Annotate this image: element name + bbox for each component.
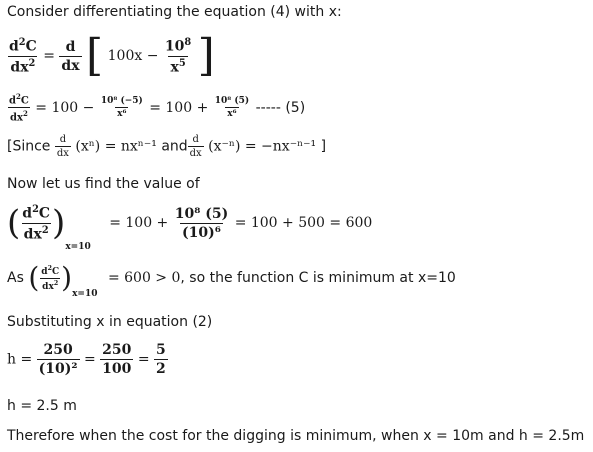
as-d2c-fraction: $\frac{d^2C}{dx^2}$ xyxy=(41,264,60,292)
equation-tag: ----- (5) xyxy=(255,99,306,116)
since-open: [Since xyxy=(7,138,51,155)
substituting-text: Substituting x in equation (2) xyxy=(7,314,213,330)
d-dx-fraction: $\frac{d}{dx}$ xyxy=(61,38,80,74)
height-equation: h = $\frac{250}{\text{(10)²}}$ = $\frac{250}{100}$ = $\frac{5}{2}$ xyxy=(7,342,166,377)
as-rhs: = 600 > 0 xyxy=(107,270,181,286)
eval-fraction: $\frac{\text{10⁸ (5)}}{\text{(10)⁶}}$ xyxy=(174,205,229,241)
minimum-conclusion: As ( $\frac{d^2C}{dx^2}$ )$_{x=10} = 600 > 0$, so the function C is minimum at x=10 xyxy=(7,261,456,299)
find-value-text: Now let us find the value of xyxy=(7,176,200,192)
eq2-fraction-1: $\frac{\text{10⁸ (−5)}}{\text{x⁶}}$ xyxy=(100,96,143,120)
h-equals: h = xyxy=(7,351,33,368)
since-expr1: (xⁿ) = nxⁿ⁻¹ xyxy=(75,138,157,155)
h-fraction-3: $\frac{5}{2}$ xyxy=(156,342,166,377)
eq2-eq: = 100 + xyxy=(149,99,209,116)
h-fraction-2: $\frac{250}{100}$ xyxy=(102,342,132,377)
h-fraction-1: $\frac{250}{\text{(10)²}}$ xyxy=(38,342,78,377)
eval-rhs2: = 100 + 500 = 600 xyxy=(234,215,373,232)
as-text: As xyxy=(7,270,24,286)
eq2-fraction-2: $\frac{\text{10⁸ (5)}}{\text{x⁶}}$ xyxy=(214,96,250,120)
since-expr2: (x⁻ⁿ) = −nx⁻ⁿ⁻¹ xyxy=(208,138,317,155)
since-and: and xyxy=(161,138,188,155)
d2c-dx2-fraction: $\frac{d^2C}{dx^2}$ xyxy=(9,36,37,76)
eval-subscript: x=10 xyxy=(65,242,91,253)
since-d-dx-2: $\frac{d}{dx}$ xyxy=(189,134,202,159)
eq2-mid: 100 − xyxy=(51,99,95,116)
small-d2c-fraction: $\frac{d^2C}{dx^2}$ xyxy=(9,92,29,124)
since-close: ] xyxy=(320,138,327,155)
eval-d2c-fraction: $\frac{d^2C}{dx^2}$ xyxy=(22,204,51,243)
as-subscript: x=10 xyxy=(72,289,98,299)
since-note xyxy=(7,134,326,159)
derivative-equation: $\frac{d^2C}{dx^2}$ = $\frac{d}{dx}$ [ 100x − $\frac{10^8}{x^5}$ ] xyxy=(9,30,215,81)
final-conclusion: Therefore when the cost for the digging is minimum, when x = 10m and h = 2.5m xyxy=(7,428,585,444)
height-result: h = 2.5 m xyxy=(7,398,77,414)
ten8-over-x5-fraction: $\frac{10^8}{x^5}$ xyxy=(164,36,192,76)
second-derivative-equation: $\frac{d^2C}{dx^2}$ = 100 − $\frac{\text{10⁸ (−5)}}{\text{x⁶}}$ = 100 + $\frac{\text{10⁸ (5)}}{\text{x⁶}}$ ----- (5) xyxy=(9,92,306,124)
intro-text: Consider differentiating the equation (4) with x: xyxy=(7,4,342,20)
minimum-text: , so the function C is minimum at x=10 xyxy=(180,270,456,286)
evaluated-equation: ( $\frac{d^2C}{dx^2}$ )$_{x=10} = 100$ + $\frac{\text{10⁸ (5)}}{\text{(10)⁶}}$ = 100 + 500 = 600 xyxy=(7,203,373,253)
since-d-dx-1: $\frac{d}{dx}$ xyxy=(56,134,69,159)
eval-rhs1: = 100 + xyxy=(109,215,169,232)
